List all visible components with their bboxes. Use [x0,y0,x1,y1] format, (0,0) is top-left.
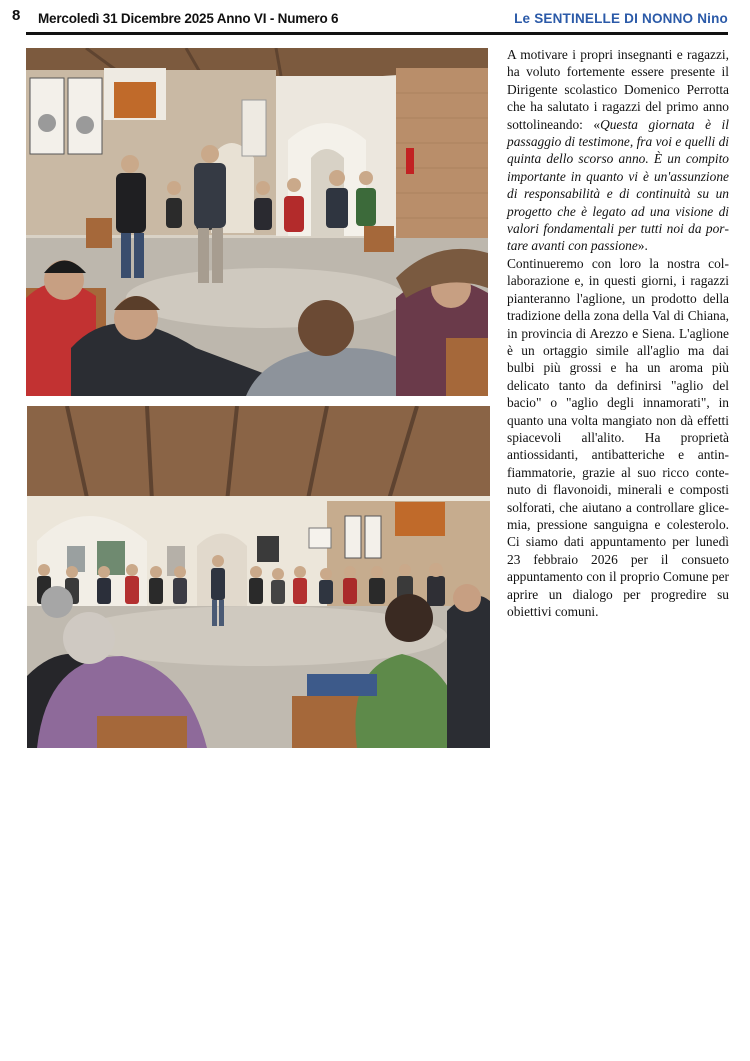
article-paragraph-2: Continueremo con loro la nostra collaborazione e, in questi giorni, i ragazzi pianteranno l'aglione, un prodotto della tradizione della zona della Val di Chiana, in provincia di Arezzo e Siena. L'aglione è un ortaggio simile all'aglio ma dai bulbi più grossi e ha un aroma più delicato tanto da definirsi "aglio del bacio" o "aglio degli innamorati", in quanto una volta mangiato non dà effetti spiacevoli all'alito. Ha proprietà antiossidanti, antibatteriche e antinfiammatorie, grazie al suo ricco contenuto di flavonoidi, minerali e composti solforati, che aiutano a controllare glicemia, pressione sanguigna e colesterolo. Ci siamo dati appuntamento per lunedì 23 febbraio 2026 per il consueto appuntamento con il proprio Comune per aprire un dialogo per progredire su obiettivi comuni. [507,255,729,619]
principal-quote: Questa giornata è il passaggio di testimone, fra voi e quelli di quinta dello scorso anno. È un compito importante in quanto vi è un'assunzione di responsabilità e di continuità su un progetto che è legato ad una visione di valori fondamentali per tutti noi da portare avanti con passione [507,116,729,254]
page-number: 8 [12,7,21,24]
photo-school-meeting [26,48,488,396]
publication-title: Le SENTINELLE DI NONNO Nino [514,11,728,26]
article-paragraph-1 [507,46,729,255]
photo-students-circle [27,406,490,748]
paragraph-1-intro: A motivare i propri insegnanti e ragazzi, ha voluto fortemente essere presente il Dirigente scolastico Domenico Perrotta che ha salutato i ragazzi del primo anno sottolineando: « [507,47,729,132]
article-text [507,46,729,620]
header-rule [26,32,728,35]
issue-date: Mercoledì 31 Dicembre 2025 Anno VI - Numero 6 [38,11,339,26]
paragraph-1-end: ». [637,238,648,254]
